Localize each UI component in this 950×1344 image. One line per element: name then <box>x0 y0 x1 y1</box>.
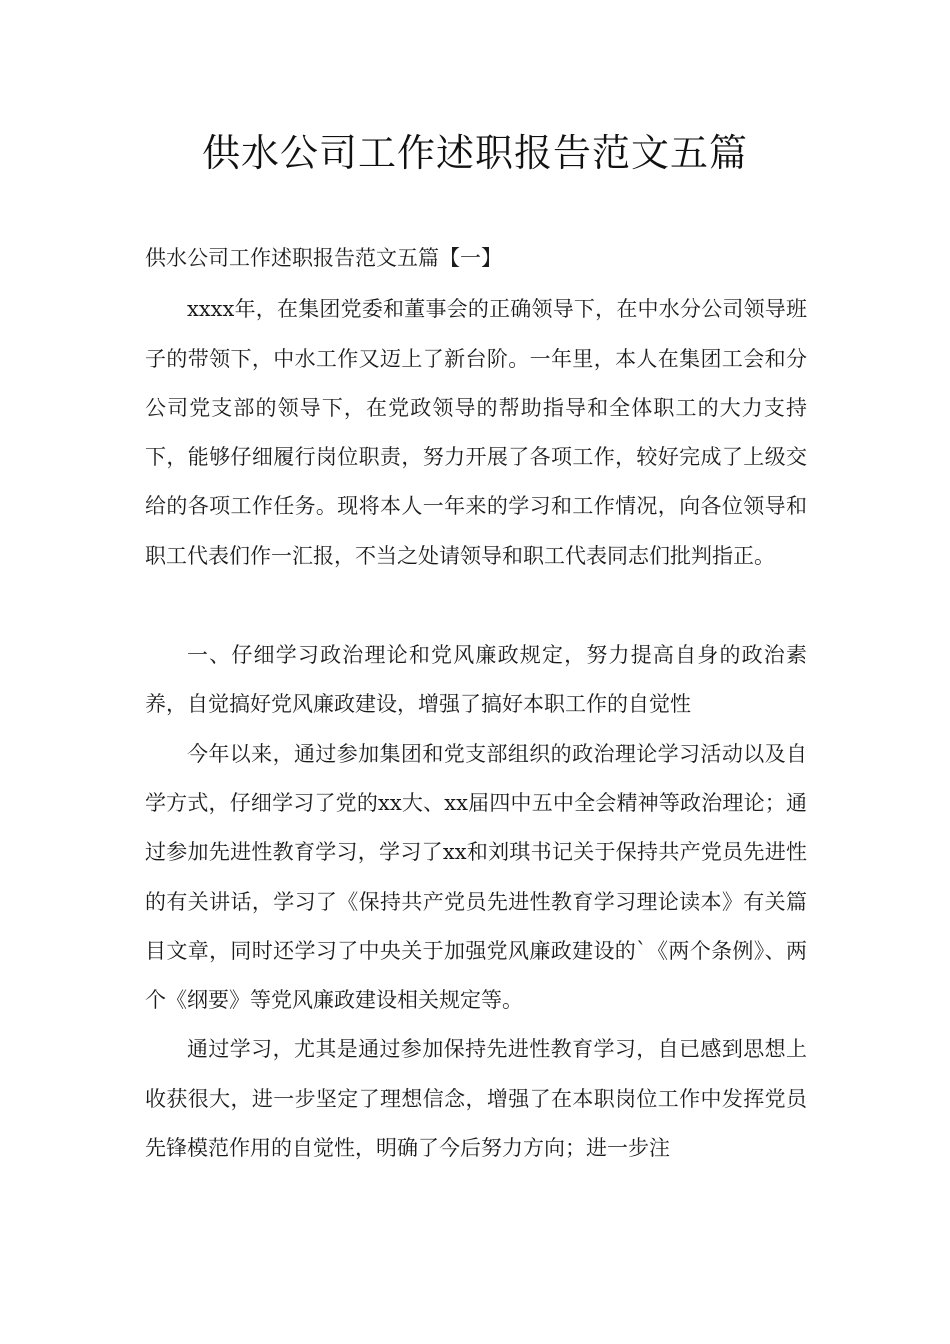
document-title: 供水公司工作述职报告范文五篇 <box>201 131 748 175</box>
paragraph-intro: xxxx年，在集团党委和董事会的正确领导下，在中水分公司领导班子的带领下，中水工作又迈上了新台阶。一年里，本人在集团工会和分公司党支部的领导下，在党政领导的帮助指导和全体职工的大力支持下，能够仔细履行岗位职责，努力开展了各项工作，较好完成了上级交给的各项工作任务。现将本人一年来的学习和工作情况，向各位领导和职工代表们作一汇报，不当之处请领导和职工代表同志们批判指正。 <box>145 297 807 568</box>
paragraph-study-details: 今年以来，通过参加集团和党支部组织的政治理论学习活动以及自学方式，仔细学习了党的xx大、xx届四中五中全会精神等政治理论；通过参加先进性教育学习，学习了xx和刘琪书记关于保持共产党员先进性的有关讲话，学习了《保持共产党员先进性教育学习理论读本》有关篇目文章，同时还学习了中央关于加强党风廉政建设的`《两个条例》、两个《纲要》等党风廉政建设相关规定等。 <box>145 741 807 1013</box>
paragraph-gap <box>145 581 807 631</box>
section-heading: 供水公司工作述职报告范文五篇【一】 <box>145 246 502 270</box>
paragraph-study-results: 通过学习，尤其是通过参加保持先进性教育学习，自已感到思想上收获很大，进一步坚定了理想信念，增强了在本职岗位工作中发挥党员先锋模范作用的自觉性，明确了今后努力方向；进一步注 <box>145 1037 807 1161</box>
paragraph-section-one-heading: 一、仔细学习政治理论和党风廉政规定，努力提高自身的政治素养，自觉搞好党风廉政建设，增强了搞好本职工作的自觉性 <box>145 643 807 717</box>
document-body <box>145 234 807 1173</box>
